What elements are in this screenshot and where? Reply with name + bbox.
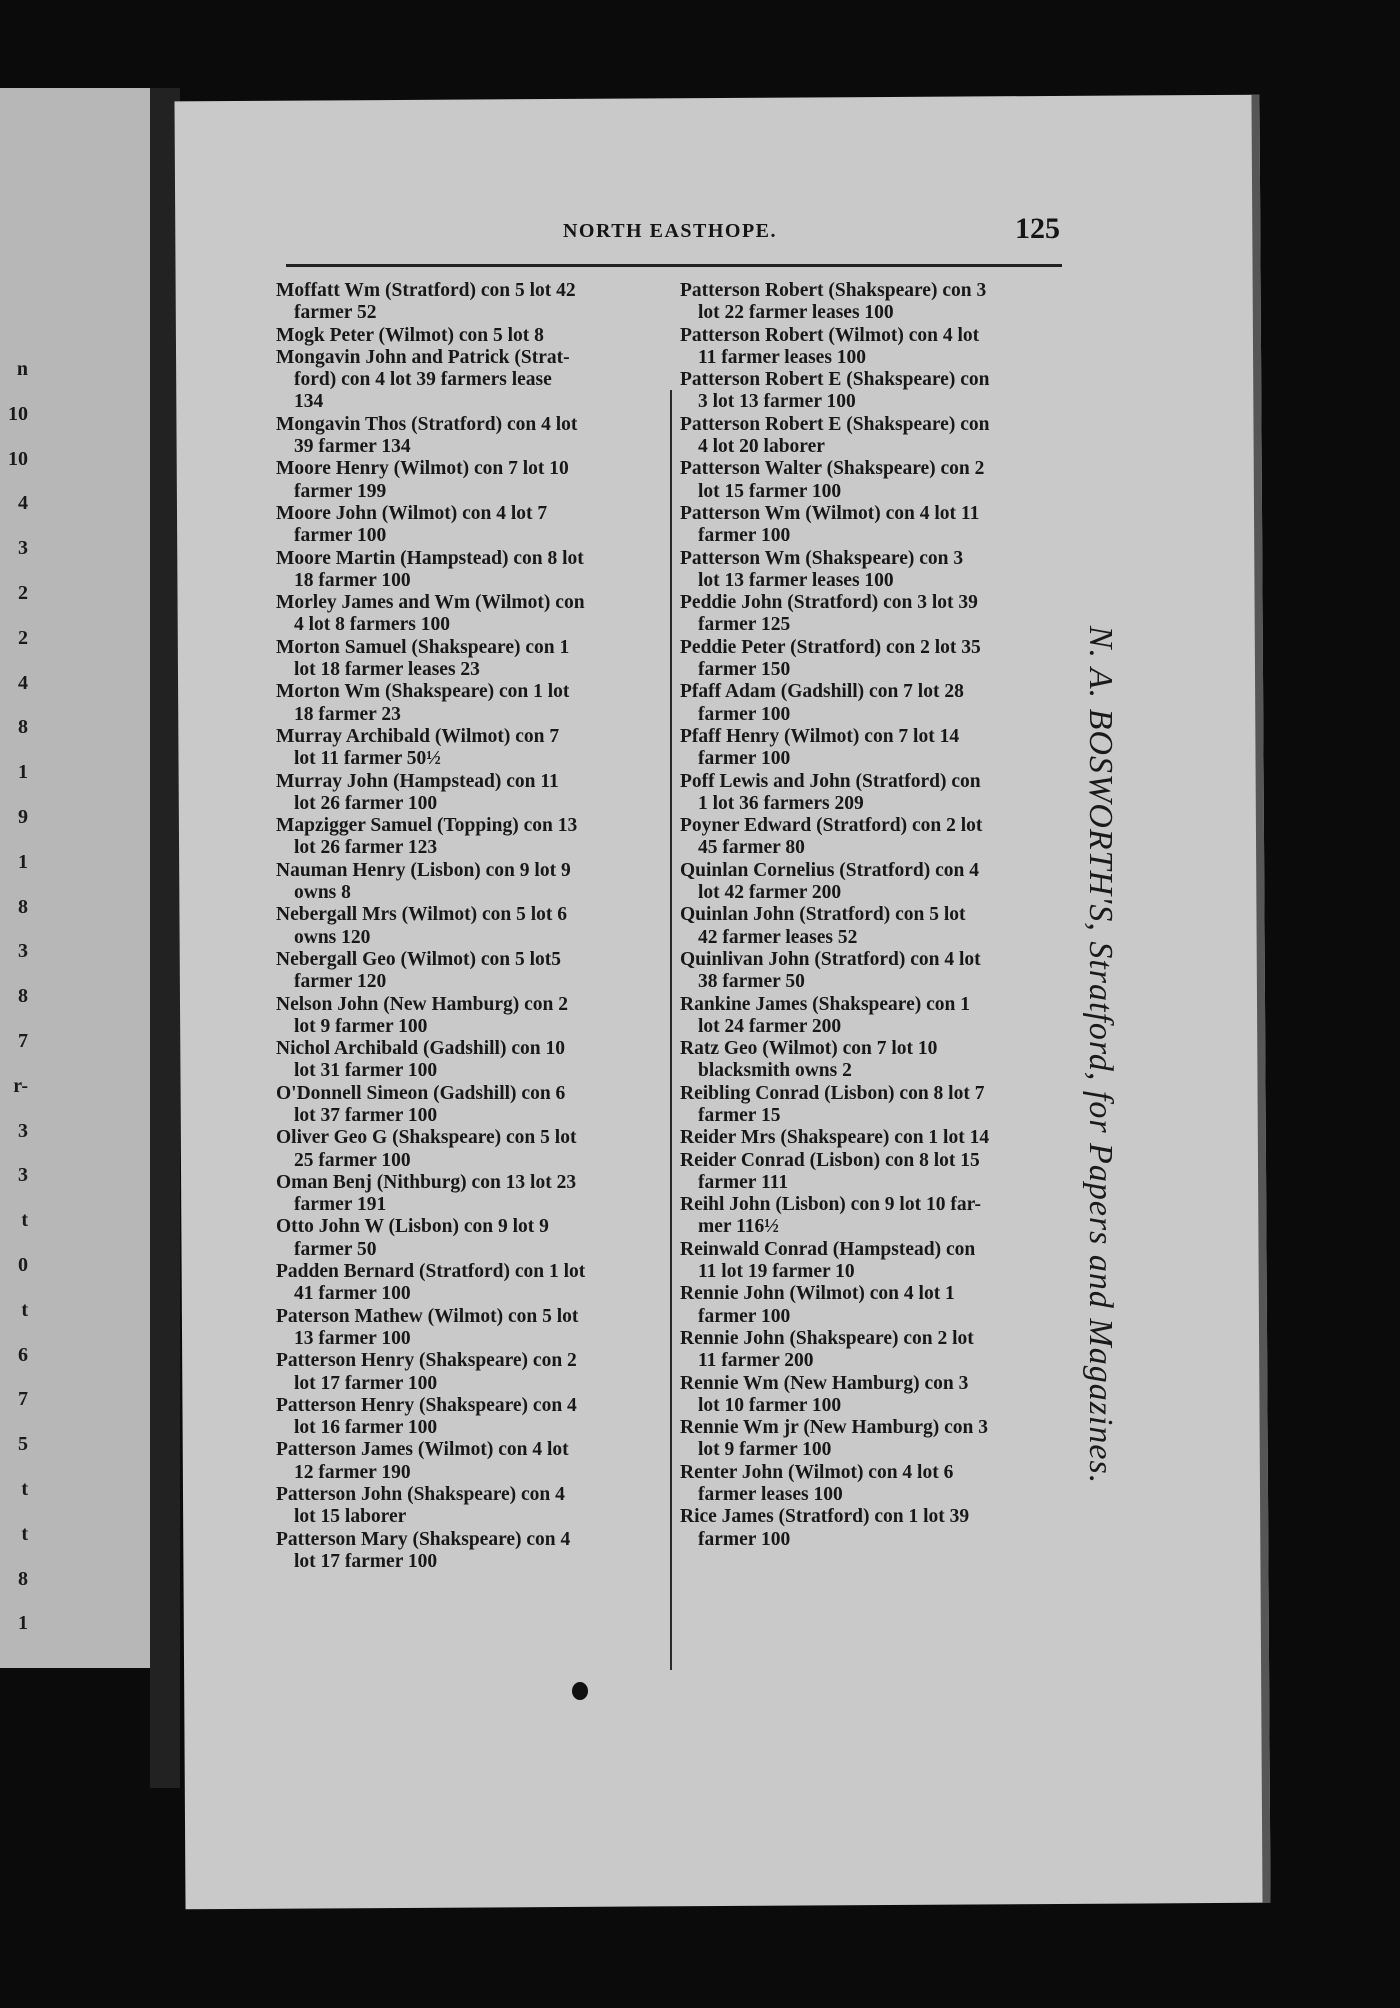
header-rule [286, 264, 1062, 267]
directory-entry [276, 1484, 668, 1529]
directory-entry [680, 1373, 1075, 1418]
entry-continuation-line: owns 8 [294, 882, 351, 904]
entry-first-line: Padden Bernard (Stratford) con 1 lot [276, 1261, 586, 1283]
entry-first-line: Reihl John (Lisbon) con 9 lot 10 far- [680, 1194, 982, 1216]
previous-page-fragment: 6 [18, 1343, 28, 1366]
entry-continuation-line: farmer 191 [294, 1194, 387, 1216]
entry-first-line: Rennie Wm (New Hamburg) con 3 [680, 1372, 969, 1394]
entry-first-line: Quinlan John (Stratford) con 5 lot [680, 904, 966, 926]
entry-continuation-line: lot 15 farmer 100 [698, 480, 842, 502]
previous-page-fragment: 1 [18, 850, 28, 873]
entry-continuation-line: farmer leases 100 [698, 1484, 843, 1506]
entry-continuation-line: 134 [294, 391, 324, 413]
entry-first-line: Nebergall Geo (Wilmot) con 5 lot5 [276, 948, 562, 970]
entry-continuation-line: lot 22 farmer leases 100 [698, 302, 894, 324]
previous-page-fragment: 4 [18, 671, 28, 694]
entry-continuation-line: 45 farmer 80 [698, 837, 805, 859]
entry-continuation-line: ford) con 4 lot 39 farmers lease [294, 369, 552, 391]
entry-continuation-line: lot 13 farmer leases 100 [698, 569, 894, 591]
entry-continuation-line: 12 farmer 190 [294, 1461, 411, 1483]
directory-entry [680, 1038, 1075, 1083]
previous-page-fragment: 7 [18, 1029, 28, 1052]
directory-entry [680, 1328, 1075, 1373]
directory-entry [680, 1417, 1075, 1462]
directory-entry [680, 681, 1075, 726]
directory-entry [680, 1150, 1075, 1195]
entry-continuation-line: lot 17 farmer 100 [294, 1550, 438, 1572]
previous-page-fragment: 7 [18, 1388, 28, 1411]
entry-first-line: Moore Martin (Hampstead) con 8 lot [276, 547, 584, 569]
page-number: 125 [1015, 212, 1060, 245]
directory-entry [680, 637, 1075, 682]
entry-first-line: Quinlan Cornelius (Stratford) con 4 [680, 859, 980, 881]
entry-continuation-line: 3 lot 13 farmer 100 [698, 391, 856, 413]
entry-first-line: Moffatt Wm (Stratford) con 5 lot 42 [276, 280, 576, 301]
entry-continuation-line: lot 26 farmer 123 [294, 837, 438, 859]
entry-continuation-line: 39 farmer 134 [294, 436, 411, 458]
previous-page-fragment: 8 [18, 716, 28, 739]
entry-continuation-line: lot 37 farmer 100 [294, 1104, 438, 1126]
directory-entry [680, 1462, 1075, 1507]
entry-continuation-line: 18 farmer 100 [294, 569, 411, 591]
directory-entry [276, 548, 668, 593]
entry-first-line: Morley James and Wm (Wilmot) con [276, 592, 585, 614]
entry-continuation-line: 4 lot 8 farmers 100 [294, 614, 450, 636]
directory-entry [276, 1038, 668, 1083]
entry-continuation-line: farmer 100 [698, 703, 791, 725]
entry-first-line: Patterson Mary (Shakspeare) con 4 [276, 1528, 571, 1550]
directory-entry [276, 503, 668, 548]
entry-first-line: Mongavin John and Patrick (Strat- [276, 346, 570, 368]
directory-entry [276, 1083, 668, 1128]
directory-entry [276, 904, 668, 949]
entry-first-line: Poyner Edward (Stratford) con 2 lot [680, 815, 983, 837]
entry-first-line: Reider Conrad (Lisbon) con 8 lot 15 [680, 1149, 980, 1171]
entry-continuation-line: lot 31 farmer 100 [294, 1060, 438, 1082]
directory-entry [680, 325, 1075, 370]
entry-first-line: Poff Lewis and John (Stratford) con [680, 770, 981, 792]
entry-first-line: Renter John (Wilmot) con 4 lot 6 [680, 1461, 954, 1483]
directory-entry [680, 1083, 1075, 1128]
previous-page-fragment: 2 [18, 626, 28, 649]
directory-entry [276, 1439, 668, 1484]
entry-first-line: Morton Samuel (Shakspeare) con 1 [276, 636, 570, 658]
entry-continuation-line: lot 16 farmer 100 [294, 1417, 438, 1439]
entry-continuation-line: lot 9 farmer 100 [698, 1439, 832, 1461]
directory-entry [680, 369, 1075, 414]
directory-entry [276, 949, 668, 994]
directory-entry [276, 347, 668, 414]
entry-first-line: Nichol Archibald (Gadshill) con 10 [276, 1038, 565, 1060]
directory-entry [276, 1306, 668, 1351]
entry-first-line: Peddie Peter (Stratford) con 2 lot 35 [680, 636, 981, 658]
advertisement-text: N. A. BOSWORTH'S, Stratford, for Papers and Magazines. [1082, 625, 1119, 1485]
previous-page-fragment: 3 [18, 1164, 28, 1187]
entry-first-line: Murray John (Hampstead) con 11 [276, 770, 559, 792]
entry-continuation-line: farmer 50 [294, 1238, 377, 1260]
directory-entry [276, 1529, 668, 1574]
directory-entry [276, 637, 668, 682]
entry-first-line: Moore Henry (Wilmot) con 7 lot 10 [276, 458, 569, 480]
previous-page-fragment: r- [13, 1074, 28, 1097]
entry-first-line: Ratz Geo (Wilmot) con 7 lot 10 [680, 1038, 938, 1060]
entry-first-line: Oliver Geo G (Shakspeare) con 5 lot [276, 1127, 577, 1149]
previous-page-fragment: 1 [18, 761, 28, 784]
entry-first-line: Murray Archibald (Wilmot) con 7 [276, 725, 560, 747]
previous-page-fragment: 2 [18, 581, 28, 604]
entry-continuation-line: 11 farmer 200 [698, 1350, 814, 1372]
entry-first-line: Paterson Mathew (Wilmot) con 5 lot [276, 1305, 579, 1327]
entry-first-line: Reibling Conrad (Lisbon) con 8 lot 7 [680, 1082, 985, 1104]
entry-continuation-line: lot 26 farmer 100 [294, 792, 438, 814]
directory-entry [680, 815, 1075, 860]
vertical-advertisement [1080, 490, 1120, 1620]
entry-continuation-line: blacksmith owns 2 [698, 1060, 852, 1082]
page-title: NORTH EASTHOPE. [562, 220, 778, 242]
entry-continuation-line: mer 116½ [698, 1216, 779, 1238]
entry-continuation-line: farmer 199 [294, 480, 387, 502]
directory-entry [680, 1239, 1075, 1284]
entry-first-line: Nelson John (New Hamburg) con 2 [276, 993, 568, 1015]
directory-entry [276, 1127, 668, 1172]
directory-entry [276, 1261, 668, 1306]
entry-first-line: Patterson Robert E (Shakspeare) con [680, 369, 990, 391]
directory-entry [276, 1350, 668, 1395]
entry-first-line: Patterson Robert E (Shakspeare) con [680, 413, 990, 435]
directory-entry [276, 1395, 668, 1440]
previous-page-fragment: t [21, 1209, 28, 1232]
entry-first-line: Peddie John (Stratford) con 3 lot 39 [680, 592, 978, 614]
directory-entry [276, 1172, 668, 1217]
entry-continuation-line: farmer 100 [698, 1528, 791, 1550]
entry-first-line: O'Donnell Simeon (Gadshill) con 6 [276, 1082, 566, 1104]
previous-page-fragment: 10 [8, 402, 28, 425]
entry-first-line: Patterson Robert (Shakspeare) con 3 [680, 280, 987, 301]
entry-first-line: Patterson Walter (Shakspeare) con 2 [680, 458, 985, 480]
directory-entry [276, 726, 668, 771]
directory-entry [680, 1506, 1075, 1551]
entry-first-line: Nebergall Mrs (Wilmot) con 5 lot 6 [276, 904, 567, 926]
directory-entry [680, 860, 1075, 905]
entry-first-line: Morton Wm (Shakspeare) con 1 lot [276, 681, 570, 703]
entry-continuation-line: farmer 15 [698, 1104, 781, 1126]
entry-first-line: Rennie Wm jr (New Hamburg) con 3 [680, 1417, 989, 1439]
previous-page-fragment: 8 [18, 985, 28, 1008]
previous-page-fragments [0, 358, 28, 1657]
directory-entry [680, 280, 1075, 325]
previous-page-fragment: 8 [18, 895, 28, 918]
directory-entry [680, 458, 1075, 503]
previous-page-fragment: t [21, 1477, 28, 1500]
entry-continuation-line: lot 10 farmer 100 [698, 1394, 842, 1416]
previous-page-fragment: 10 [8, 447, 28, 470]
entry-continuation-line: farmer 100 [294, 525, 387, 547]
directory-entry [680, 503, 1075, 548]
entry-first-line: Otto John W (Lisbon) con 9 lot 9 [276, 1216, 549, 1238]
directory-entry [276, 1216, 668, 1261]
directory-entry [276, 994, 668, 1039]
entry-continuation-line: 1 lot 36 farmers 209 [698, 792, 864, 814]
directory-entry [680, 1127, 1075, 1149]
entry-first-line: Patterson Henry (Shakspeare) con 4 [276, 1394, 577, 1416]
directory-entry [680, 548, 1075, 593]
entry-continuation-line: 42 farmer leases 52 [698, 926, 858, 948]
printer-dot [572, 1682, 588, 1700]
directory-entry [276, 771, 668, 816]
entry-first-line: Patterson James (Wilmot) con 4 lot [276, 1439, 569, 1461]
directory-entry [680, 949, 1075, 994]
entry-continuation-line: farmer 100 [698, 748, 791, 770]
previous-page-fragment: 0 [18, 1253, 28, 1276]
right-column [680, 280, 1075, 1551]
directory-entry [276, 325, 668, 347]
directory-entry [680, 592, 1075, 637]
entry-first-line: Rennie John (Wilmot) con 4 lot 1 [680, 1283, 955, 1305]
previous-page-fragment: n [16, 358, 28, 380]
previous-page-fragment: 9 [18, 805, 28, 828]
previous-page-edge [0, 88, 150, 1668]
left-column [276, 280, 668, 1573]
entry-first-line: Patterson John (Shakspeare) con 4 [276, 1484, 565, 1506]
entry-continuation-line: 41 farmer 100 [294, 1283, 411, 1305]
entry-first-line: Rice James (Stratford) con 1 lot 39 [680, 1506, 970, 1528]
entry-continuation-line: farmer 52 [294, 302, 377, 324]
entry-first-line: Reinwald Conrad (Hampstead) con [680, 1238, 976, 1260]
entry-first-line: Quinlivan John (Stratford) con 4 lot [680, 948, 981, 970]
entry-continuation-line: 11 farmer leases 100 [698, 346, 867, 368]
entry-first-line: Reider Mrs (Shakspeare) con 1 lot 14 [680, 1127, 990, 1149]
entry-continuation-line: 25 farmer 100 [294, 1149, 411, 1171]
entry-first-line: Patterson Henry (Shakspeare) con 2 [276, 1350, 577, 1372]
entry-continuation-line: lot 17 farmer 100 [294, 1372, 438, 1394]
directory-entry [276, 414, 668, 459]
previous-page-fragment: 4 [18, 492, 28, 515]
entry-continuation-line: lot 9 farmer 100 [294, 1015, 428, 1037]
running-header [280, 212, 1060, 252]
directory-entry [680, 771, 1075, 816]
previous-page-fragment: 3 [18, 1119, 28, 1142]
entry-first-line: Nauman Henry (Lisbon) con 9 lot 9 [276, 859, 571, 881]
entry-first-line: Patterson Wm (Wilmot) con 4 lot 11 [680, 502, 980, 524]
directory-entry [680, 1283, 1075, 1328]
directory-entry [276, 681, 668, 726]
previous-page-fragment: 8 [18, 1567, 28, 1590]
directory-entry [680, 994, 1075, 1039]
directory-entry [276, 815, 668, 860]
entry-continuation-line: 11 lot 19 farmer 10 [698, 1261, 855, 1283]
entry-continuation-line: lot 42 farmer 200 [698, 882, 842, 904]
entry-continuation-line: lot 24 farmer 200 [698, 1015, 842, 1037]
entry-continuation-line: farmer 111 [698, 1171, 789, 1193]
directory-entry [276, 592, 668, 637]
directory-entry [680, 1194, 1075, 1239]
entry-first-line: Oman Benj (Nithburg) con 13 lot 23 [276, 1171, 577, 1193]
entry-continuation-line: farmer 120 [294, 971, 387, 993]
entry-first-line: Pfaff Henry (Wilmot) con 7 lot 14 [680, 725, 960, 747]
previous-page-fragment: 3 [18, 940, 28, 963]
entry-continuation-line: lot 11 farmer 50½ [294, 748, 441, 770]
entry-first-line: Mapzigger Samuel (Topping) con 13 [276, 815, 578, 837]
directory-entry [276, 458, 668, 503]
directory-entry [680, 904, 1075, 949]
entry-first-line: Mogk Peter (Wilmot) con 5 lot 8 [276, 324, 544, 346]
column-divider [670, 390, 672, 1670]
directory-entry [276, 860, 668, 905]
entry-continuation-line: 18 farmer 23 [294, 703, 401, 725]
entry-first-line: Patterson Robert (Wilmot) con 4 lot [680, 324, 980, 346]
previous-page-fragment: 3 [18, 537, 28, 560]
directory-entry [276, 280, 668, 325]
previous-page-fragment: 5 [18, 1433, 28, 1456]
entry-continuation-line: 4 lot 20 laborer [698, 436, 825, 458]
entry-first-line: Mongavin Thos (Stratford) con 4 lot [276, 413, 578, 435]
entry-continuation-line: lot 18 farmer leases 23 [294, 659, 480, 681]
entry-continuation-line: farmer 100 [698, 525, 791, 547]
entry-first-line: Rankine James (Shakspeare) con 1 [680, 993, 970, 1015]
entry-first-line: Pfaff Adam (Gadshill) con 7 lot 28 [680, 681, 964, 703]
entry-continuation-line: 38 farmer 50 [698, 971, 805, 993]
entry-first-line: Moore John (Wilmot) con 4 lot 7 [276, 502, 548, 524]
entry-continuation-line: owns 120 [294, 926, 371, 948]
entry-continuation-line: 13 farmer 100 [294, 1327, 411, 1349]
directory-entry [680, 726, 1075, 771]
directory-entry [680, 414, 1075, 459]
entry-continuation-line: lot 15 laborer [294, 1506, 407, 1528]
entry-continuation-line: farmer 125 [698, 614, 791, 636]
previous-page-fragment: t [21, 1298, 28, 1321]
previous-page-fragment: 1 [18, 1612, 28, 1635]
entry-continuation-line: farmer 150 [698, 659, 791, 681]
entry-continuation-line: farmer 100 [698, 1305, 791, 1327]
entry-first-line: Rennie John (Shakspeare) con 2 lot [680, 1327, 974, 1349]
previous-page-fragment: t [21, 1522, 28, 1545]
entry-first-line: Patterson Wm (Shakspeare) con 3 [680, 547, 964, 569]
